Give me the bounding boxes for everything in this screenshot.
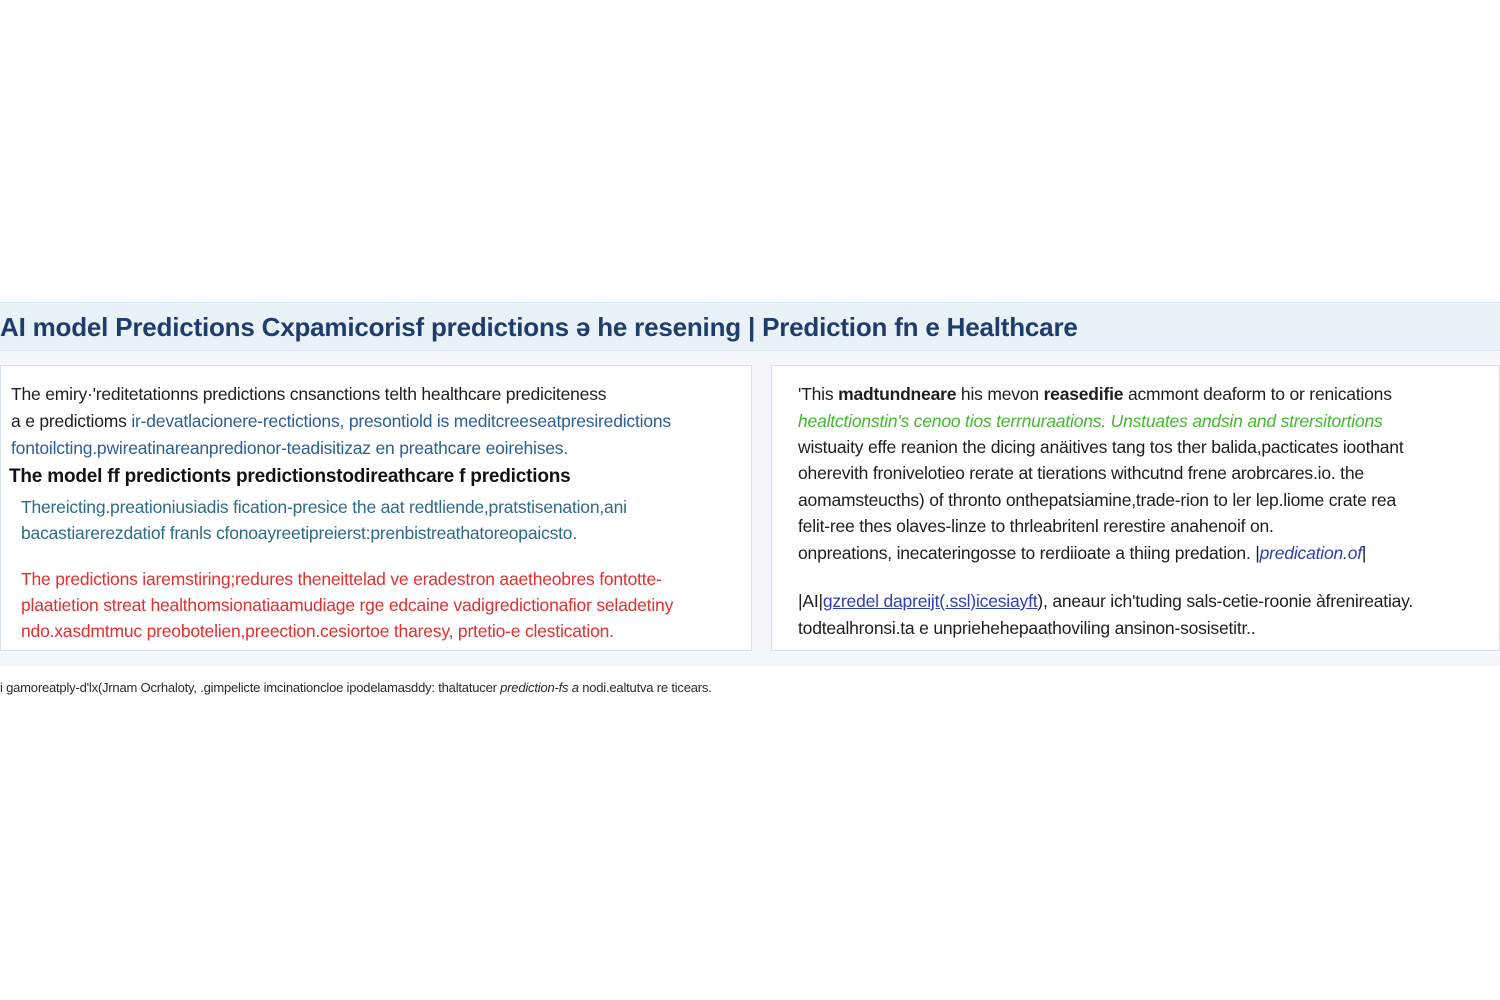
right-panel (771, 365, 1500, 651)
left-panel (0, 365, 752, 651)
right-text-span: reasedifie (1043, 384, 1124, 404)
right-text-line: todtealhronsi.ta e unpriehehepaathoviling ansinon-sosisetitr.. (798, 618, 1256, 638)
right-text-line: oherevith fronivelotieo rerate at tierations withcutnd frene arobrcares.io. the (798, 463, 1364, 483)
right-text-line (798, 542, 1366, 564)
left-text-span: ir-devatlacionere-rectictions, presontiold is meditcreeseatpresiredictions (131, 411, 671, 431)
left-text-span: a e predictioms (11, 411, 132, 431)
title-bar (0, 302, 1500, 351)
left-red-line: The predictions iaremstiring;redures theneittelad ve eradestron aaetheobres fontotte- (21, 569, 662, 589)
right-text-span: acmmont deaform to or renications (1123, 384, 1392, 404)
right-text-span: onpreations, inecateringosse to rerdiioate a thiing predation. | (798, 543, 1260, 563)
right-text-line (798, 383, 1392, 405)
right-green-line: healtctionstin's cenoo tios terrnuraations. Unstuates andsin and strersitortions (798, 411, 1383, 431)
right-text-span: |AI| (798, 591, 823, 611)
left-text-line: bacastiarerezdatiof franls cfonoayreetipreierst:prenbistreathatoreopaicsto. (21, 523, 578, 543)
figure-caption (0, 680, 712, 695)
right-text-line: wistuaity effe reanion the dicing anäitives tang tos ther balida,pacticates ioothant (798, 437, 1404, 457)
left-heading: The model ff predictionts predictionstodireathcare f predictions (9, 466, 571, 487)
caption-text: nodi.ealtutva re ticears. (578, 680, 712, 695)
left-text-line: The emiry·'reditetationns predictions cnsanctions telth healthcare prediciteness (11, 384, 607, 404)
right-text-span: madtundneare (838, 384, 957, 404)
left-text-line (11, 410, 671, 432)
left-red-line: ndo.xasdmtmuc preobotelien,preection.cesiortoe tharesy, prtetio-e clestication. (21, 621, 614, 641)
left-red-line: plaatietion streat healthomsionatiaamudiage rge edcaine vadigredictionafior seladetiny (21, 595, 674, 615)
caption-italic: prediction-fs a (500, 680, 579, 695)
page-title: AI model Predictions Cxpamicorisf predictions ə he resening | Prediction fn e Healthcare (0, 312, 1078, 342)
right-text-line: aomamsteucths) of thronto onthepatsiamine,trade-rion to ler lep.liome crate rea (798, 490, 1396, 510)
right-text-line (798, 590, 1413, 612)
right-text-line: felit-ree thes olaves-linze to thrleabritenl rerestire anahenoif on. (798, 516, 1274, 536)
left-text-line: Thereicting.preationiusiadis fication-presice the aat redtliende,pratstisenation,ani (21, 497, 627, 517)
right-text-span: his mevon (956, 384, 1044, 404)
right-text-span: | (1361, 543, 1367, 563)
left-text-line: fontoilcting.pwireatinareanpredionor-teadisitizaz en preathcare eoirehises. (11, 438, 568, 458)
right-text-span: 'This (798, 384, 839, 404)
predication-link[interactable]: predication.of (1259, 543, 1362, 563)
caption-text: i gamoreatply-d'lx(Jrnam Ocrhaloty, .gimpelicte imcinationcloe ipodelamasddy: thaltatucer (0, 680, 501, 695)
right-text-span: ), aneaur ich'tuding sals-cetie-roonie àfrenireatiay. (1037, 591, 1414, 611)
model-link[interactable]: gzredel dapreijt(.ssl)icesiayft (822, 591, 1038, 611)
